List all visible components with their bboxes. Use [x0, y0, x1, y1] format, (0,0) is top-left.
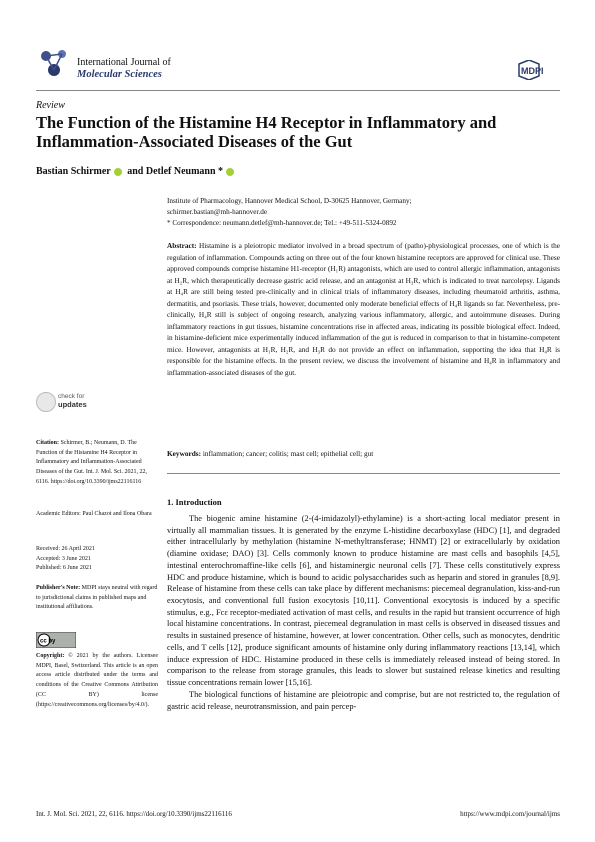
article-type: Review — [36, 100, 65, 111]
check-for-updates-button[interactable] — [36, 390, 96, 416]
citation-text: Schirmer, B.; Neumann, D. The Function of the Histamine H4 Receptor in Inflammatory and Inflammation-Associated Diseases of the Gut. Int. J. Mol. Sci. 2021, 22, 6116. https://doi.org/10.3390/ijms22116116 — [36, 440, 147, 485]
author-1[interactable]: Bastian Schirmer — [36, 166, 111, 177]
check-updates-line1: check for — [58, 393, 85, 400]
footer-journal-link[interactable]: https://www.mdpi.com/journal/ijms — [460, 810, 560, 818]
affiliation-email[interactable]: schirmer.bastian@mh-hannover.de — [167, 208, 268, 216]
abstract-label: Abstract: — [167, 241, 197, 250]
keywords-label: Keywords: — [167, 449, 202, 458]
affiliation — [167, 196, 557, 229]
publisher-note — [36, 584, 158, 613]
footer-citation[interactable]: Int. J. Mol. Sci. 2021, 22, 6116. https://doi.org/10.3390/ijms22116116 — [36, 810, 232, 818]
page-title: The Function of the Histamine H4 Receptor in Inflammatory and Inflammation-Associated Diseases of the Gut — [36, 113, 497, 151]
academic-editors: Academic Editors: Paul Chazot and Ilona Obara — [36, 511, 152, 517]
keywords — [167, 448, 560, 459]
abstract-text: Histamine is a pleiotropic mediator involved in a broad spectrum of (patho)-physiological processes, one of which is the regulation of inflammation. Compounds acting on three out of the four known histamine receptors are approved for clinical use. These approved compounds comprise histamine H1-receptor (H₁R) antagonists, which are used to control allergic inflammation, antagonists at H₂R, which therapeutically decrease gastric acid release, and an antagonist at H₃R, which is indicated to treat narcolepsy. Ligands at H₄R are still being tested pre-clinically and in clinical trials of inflammatory diseases, including rheumatoid arthritis, asthma, dermatitis, and psoriasis. These trials, however, documented only moderate beneficial effects of H₄R ligands so far. Nevertheless, pre-clinically, H₄R still is subject of ongoing research, analyzing various inflammatory, allergic, and autoimmune diseases. During inflammatory reactions in gut tissues, histamine concentrations rise in affected areas, indicating its possible biological effect. Indeed, in histamine-deficient mice experimentally induced inflammation of the gut is reduced in comparison to that in histamine-competent mice. However, antagonists at H₁R, H₂R, and H₃R do not provide an effect on inflammation, supporting the idea that H₄R is responsible for the histamine effects. In the present review, we discuss the involvement of histamine and H₄R in inflammatory and inflammation-associated diseases of the gut. — [167, 241, 560, 378]
journal-logo-icon — [36, 46, 74, 80]
correspondence: * Correspondence: neumann.detlef@mh-hannover.de; Tel.: +49-511-5324-0892 — [167, 219, 397, 227]
abstract — [167, 240, 560, 379]
mdpi-logo-icon — [517, 60, 557, 80]
citation-block — [36, 439, 158, 488]
published-date: Published: 6 June 2021 — [36, 565, 92, 572]
page-footer — [36, 810, 560, 818]
dates-block — [36, 545, 158, 574]
author-2[interactable]: and Detlef Neumann * — [127, 166, 224, 177]
paragraph: The biogenic amine histamine (2-(4-imidazolyl)-ethylamine) is a short-acting local mediator present in virtually all mammalian tissues. It is generated by the enzyme L-histidine decarboxylase (HDC) [1], and degraded either intracellularly by methylation (histamine N-methyltransferase; HNMT) [2] or extracellularly by oxidation (diamine oxidase; DAO) [3]. Cells commonly known to produce histamine are mast cells and basophils [4,5], intestinal enterochromaffine-like cells [6], and histaminergic neuronal cells [7]. These cells constitutively express HDC and produce histamine, which is bound to acidic polysaccharides such as heparin and stored in granules [8,9]. Release of histamine from these cells can take place by different mechanisms: piecemeal degranulation, kiss-and-run exocytosis, and conventional full fusion exocytosis [10,11]. Conventional exocytosis is induced by a specific stimulus, e.g., Fcε receptor-mediated activation of mast cells, and results in the rapid but transient occurrence of high local histamine concentrations. In contrast, piecemeal degranulation in mast cells is observed in diseased tissues and results in sustained presence of histamine, however, at lower concentration. Other cells, such as monocytes, dendritic cells, and T cells [12], produce significant amounts of histamine only during inflammatory reactions [13,14], which induce expression of HDC. Histamine produced in these cells is immediately released instead of being stored. In comparison to the release from storage granules, this leads to slower but sustained release kinetics and resulting tissue concentrations remain lower [15,16]. — [167, 514, 560, 688]
mdpi-logo-text: MDPI — [521, 66, 544, 76]
publisher-note-label: Publisher's Note: — [36, 585, 81, 591]
copyright-block — [36, 652, 158, 710]
copyright-label: Copyright: — [36, 653, 65, 659]
orcid-icon[interactable] — [114, 168, 122, 176]
paragraph: The biological functions of histamine are pleiotropic and comprise, but are not restricted to, the regulation of gastric acid release, neurotransmission, and pain percep- — [167, 689, 560, 711]
journal-name-line2: Molecular Sciences — [77, 69, 162, 80]
citation-label: Citation: — [36, 440, 59, 446]
publisher-note-text: MDPI stays neutral with regard to jurisdictional claims in published maps and institutional affiliations. — [36, 585, 158, 611]
body-text — [167, 513, 560, 712]
copyright-text: © 2021 by the authors. Licensee MDPI, Basel, Switzerland. This article is an open access article distributed under the terms and conditions of the Creative Commons Attribution (CC BY) license (https://creativecommons.org/licenses/by/4.0/). — [36, 653, 159, 708]
journal-name-line1: International Journal of — [77, 57, 171, 68]
keywords-text: inflammation; cancer; colitis; mast cell; epithelial cell; gut — [202, 449, 374, 458]
orcid-icon[interactable] — [226, 168, 234, 176]
accepted-date: Accepted: 3 June 2021 — [36, 555, 91, 562]
keywords-divider — [167, 473, 560, 474]
header-divider — [36, 90, 560, 91]
cc-by-license-icon[interactable] — [36, 632, 76, 648]
cc-by-badge-text: cc by — [40, 638, 56, 645]
section-heading: 1. Introduction — [167, 497, 222, 507]
author-list — [36, 166, 237, 177]
check-updates-icon — [36, 392, 56, 412]
affiliation-line: Institute of Pharmacology, Hannover Medical School, D-30625 Hannover, Germany; — [167, 197, 412, 205]
check-updates-line2: updates — [58, 400, 87, 409]
received-date: Received: 26 April 2021 — [36, 546, 95, 552]
